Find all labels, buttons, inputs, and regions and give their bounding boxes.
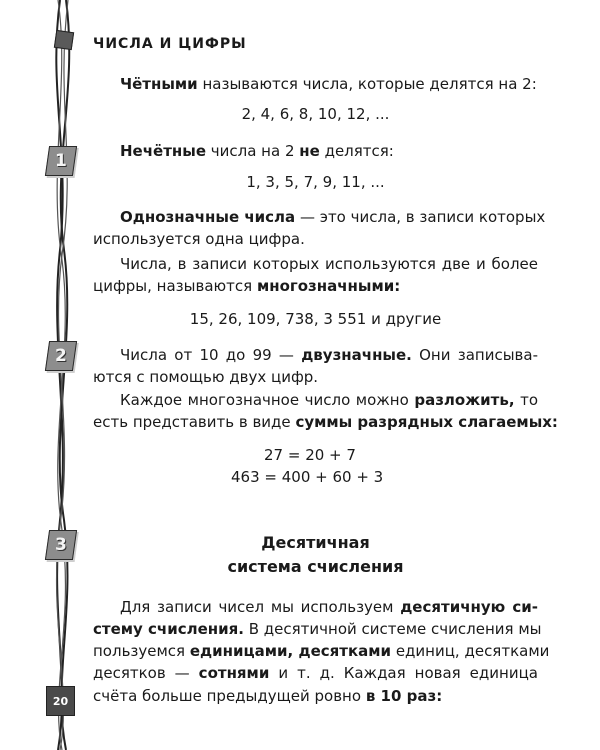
odd-term: Нечётные (120, 142, 206, 160)
decimal-paragraph-line1: Для записи чисел мы используем десятичную си- (120, 598, 539, 616)
even-definition: Чётными называются числа, которые делятся на 2: (120, 75, 537, 93)
ribbon-graphic (0, 0, 95, 750)
decimal-paragraph-line5: счёта больше предыдущей ровно в 10 раз: (93, 687, 443, 705)
multi-digit-term: многозначными: (256, 277, 401, 295)
single-digit-definition: Однозначные числа — это числа, в записи которых (120, 208, 546, 226)
margin-marker-2 (45, 341, 77, 371)
single-digit-term: Однозначные числа (120, 208, 296, 226)
margin-marker-2-label: 2 (55, 346, 67, 366)
margin-marker-1-label: 1 (55, 151, 67, 171)
section-title-line2: система счисления (227, 557, 404, 576)
decimal-paragraph-line4: десятков — сотнями и т. д. Каждая новая единица (93, 664, 538, 682)
even-term: Чётными (120, 75, 198, 93)
two-digit-term: двузначные. (301, 346, 412, 364)
page-header: ЧИСЛА И ЦИФРЫ (93, 36, 247, 52)
decorative-ribbon (0, 0, 95, 750)
decimal-paragraph-line3: пользуемся единицами, десятками единиц, десятками (93, 642, 550, 660)
single-digit-line2: используется одна цифра. (93, 230, 305, 248)
example-27: 27 = 20 + 7 (264, 446, 356, 464)
decimal-paragraph-line2: стему счисления. В десятичной системе счисления мы (93, 620, 542, 638)
place-value-sum-term: суммы разрядных слагаемых: (295, 413, 558, 431)
decomposition-line1: Каждое многозначное число можно разложить, то (120, 391, 538, 409)
multi-digit-line2: цифры, называются многозначными: (93, 277, 401, 295)
odd-definition: Нечётные числа на 2 не делятся: (120, 142, 394, 160)
margin-marker-3 (45, 530, 77, 560)
decomposition-term: разложить, (414, 391, 515, 409)
header-marker-square (54, 30, 74, 50)
page-number: 20 (46, 686, 75, 716)
margin-marker-3-label: 3 (55, 535, 67, 555)
margin-marker-1 (45, 146, 77, 176)
section-title-line1: Десятичная (261, 533, 370, 552)
even-sequence: 2, 4, 6, 8, 10, 12, ... (241, 105, 390, 123)
multi-digit-line1: Числа, в записи которых используются две и более (120, 255, 538, 273)
multi-digit-examples: 15, 26, 109, 738, 3 551 и другие (189, 310, 442, 328)
decomposition-line2: есть представить в виде суммы разрядных слагаемых: (93, 413, 558, 431)
two-digit-line2: ются с помощью двух цифр. (93, 368, 319, 386)
example-463: 463 = 400 + 60 + 3 (231, 468, 384, 486)
two-digit-line1: Числа от 10 до 99 — двузначные. Они записыва- (120, 346, 538, 364)
odd-sequence: 1, 3, 5, 7, 9, 11, ... (246, 173, 385, 191)
